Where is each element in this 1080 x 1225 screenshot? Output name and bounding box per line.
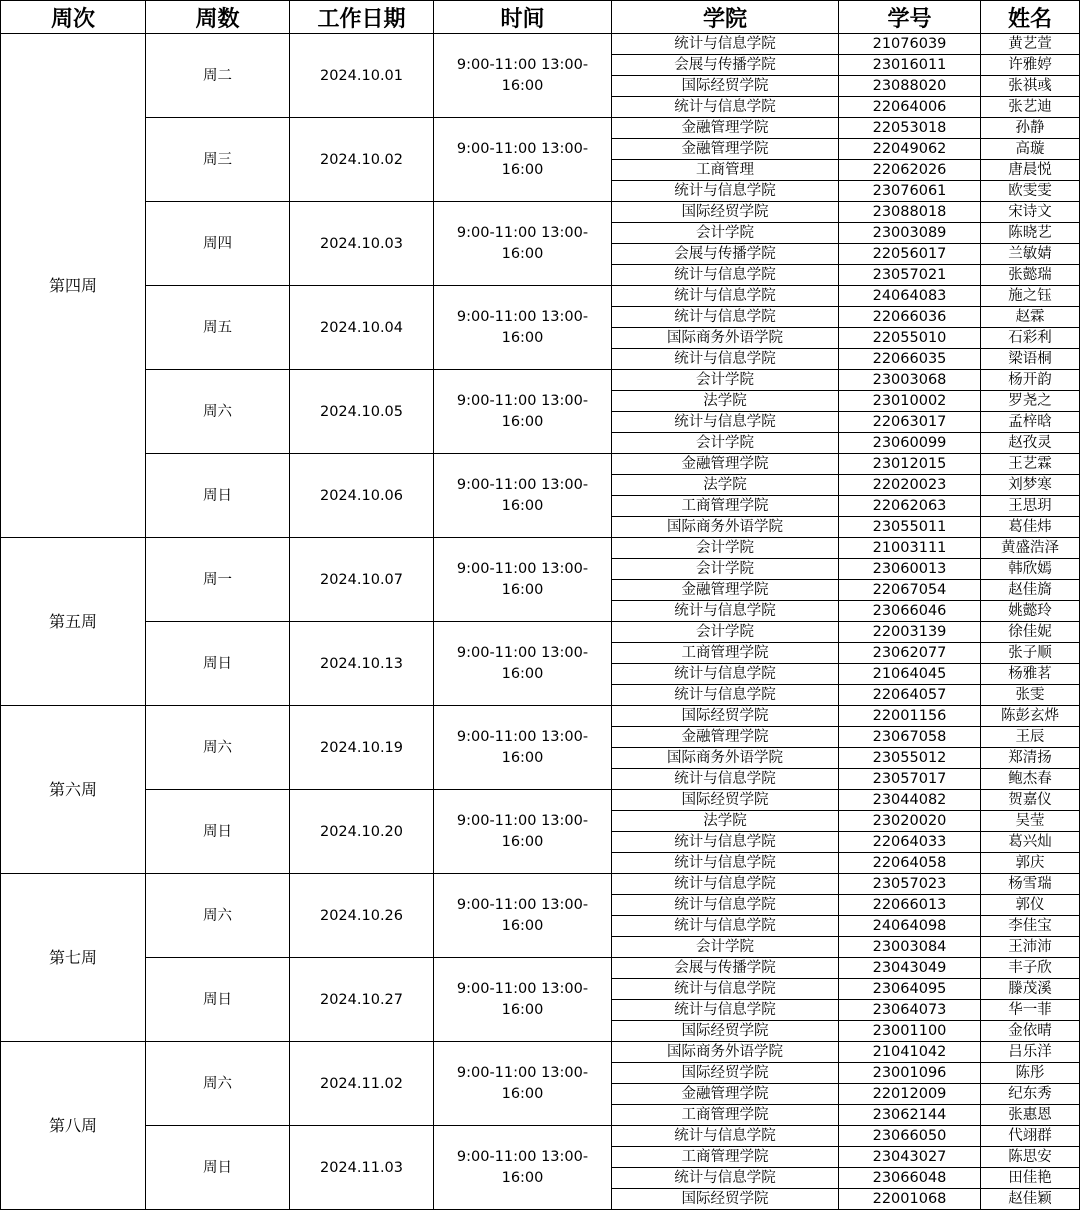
student-id-cell: 22055010 (839, 328, 981, 349)
table-row (1, 118, 1080, 139)
college-cell: 国际经贸学院 (612, 76, 839, 97)
student-name-cell: 张子顺 (981, 643, 1080, 664)
time-cell: 9:00-11:00 13:00-16:00 (434, 286, 612, 370)
date-cell: 2024.10.03 (290, 202, 434, 286)
college-cell: 国际商务外语学院 (612, 328, 839, 349)
student-id-cell: 23001096 (839, 1063, 981, 1084)
college-cell: 统计与信息学院 (612, 769, 839, 790)
student-id-cell: 22001068 (839, 1189, 981, 1210)
student-name-cell: 孙静 (981, 118, 1080, 139)
student-id-cell: 22064057 (839, 685, 981, 706)
student-id-cell: 22056017 (839, 244, 981, 265)
student-id-cell: 23076061 (839, 181, 981, 202)
table-row (1, 874, 1080, 895)
table-row (1, 286, 1080, 307)
table-header (1, 1, 1080, 34)
student-name-cell: 杨雪瑞 (981, 874, 1080, 895)
student-name-cell: 吴莹 (981, 811, 1080, 832)
student-name-cell: 赵佳颖 (981, 1189, 1080, 1210)
weekday-cell: 周六 (146, 874, 290, 958)
college-cell: 统计与信息学院 (612, 97, 839, 118)
student-id-cell: 21076039 (839, 34, 981, 55)
student-name-cell: 施之钰 (981, 286, 1080, 307)
table-row (1, 706, 1080, 727)
weekday-cell: 周日 (146, 454, 290, 538)
time-cell: 9:00-11:00 13:00-16:00 (434, 118, 612, 202)
college-cell: 国际经贸学院 (612, 1063, 839, 1084)
student-name-cell: 高璇 (981, 139, 1080, 160)
student-name-cell: 陈晓艺 (981, 223, 1080, 244)
date-cell: 2024.10.05 (290, 370, 434, 454)
student-id-cell: 23066046 (839, 601, 981, 622)
date-cell: 2024.11.02 (290, 1042, 434, 1126)
student-name-cell: 华一菲 (981, 1000, 1080, 1021)
student-name-cell: 田佳艳 (981, 1168, 1080, 1189)
college-cell: 会计学院 (612, 223, 839, 244)
student-id-cell: 23044082 (839, 790, 981, 811)
week-cell: 第六周 (1, 706, 146, 874)
student-name-cell: 杨开韵 (981, 370, 1080, 391)
student-name-cell: 李佳宝 (981, 916, 1080, 937)
date-cell: 2024.10.19 (290, 706, 434, 790)
student-id-cell: 23010002 (839, 391, 981, 412)
student-id-cell: 23060099 (839, 433, 981, 454)
time-cell: 9:00-11:00 13:00-16:00 (434, 874, 612, 958)
student-name-cell: 孟梓晗 (981, 412, 1080, 433)
date-cell: 2024.11.03 (290, 1126, 434, 1210)
weekday-cell: 周日 (146, 1126, 290, 1210)
student-name-cell: 杨雅茗 (981, 664, 1080, 685)
time-cell: 9:00-11:00 13:00-16:00 (434, 370, 612, 454)
student-name-cell: 张雯 (981, 685, 1080, 706)
student-id-cell: 23062144 (839, 1105, 981, 1126)
college-cell: 会展与传播学院 (612, 958, 839, 979)
table-body (1, 34, 1080, 1210)
student-id-cell: 23062077 (839, 643, 981, 664)
table-row (1, 370, 1080, 391)
student-name-cell: 罗尧之 (981, 391, 1080, 412)
table-row (1, 202, 1080, 223)
student-id-cell: 22062063 (839, 496, 981, 517)
college-cell: 统计与信息学院 (612, 286, 839, 307)
college-cell: 法学院 (612, 475, 839, 496)
date-cell: 2024.10.04 (290, 286, 434, 370)
student-name-cell: 葛兴灿 (981, 832, 1080, 853)
student-name-cell: 黄艺萱 (981, 34, 1080, 55)
college-cell: 统计与信息学院 (612, 685, 839, 706)
college-cell: 国际经贸学院 (612, 1021, 839, 1042)
college-cell: 会计学院 (612, 622, 839, 643)
student-name-cell: 张惠恩 (981, 1105, 1080, 1126)
table-row (1, 958, 1080, 979)
college-cell: 金融管理学院 (612, 1084, 839, 1105)
student-name-cell: 徐佳妮 (981, 622, 1080, 643)
college-cell: 会计学院 (612, 937, 839, 958)
student-name-cell: 陈彭玄烨 (981, 706, 1080, 727)
student-id-cell: 22064006 (839, 97, 981, 118)
student-name-cell: 代翊群 (981, 1126, 1080, 1147)
student-name-cell: 吕乐洋 (981, 1042, 1080, 1063)
student-id-cell: 23057023 (839, 874, 981, 895)
student-id-cell: 23003068 (839, 370, 981, 391)
student-id-cell: 21064045 (839, 664, 981, 685)
weekday-cell: 周日 (146, 958, 290, 1042)
college-cell: 统计与信息学院 (612, 1000, 839, 1021)
week-cell: 第八周 (1, 1042, 146, 1210)
student-name-cell: 石彩利 (981, 328, 1080, 349)
student-id-cell: 23066050 (839, 1126, 981, 1147)
weekday-cell: 周一 (146, 538, 290, 622)
student-id-cell: 22066036 (839, 307, 981, 328)
student-name-cell: 鲍杰春 (981, 769, 1080, 790)
date-cell: 2024.10.13 (290, 622, 434, 706)
student-name-cell: 张祺彧 (981, 76, 1080, 97)
header-student-id: 学号 (839, 1, 981, 34)
student-id-cell: 23016011 (839, 55, 981, 76)
week-cell: 第七周 (1, 874, 146, 1042)
college-cell: 法学院 (612, 391, 839, 412)
student-id-cell: 23060013 (839, 559, 981, 580)
student-id-cell: 23066048 (839, 1168, 981, 1189)
date-cell: 2024.10.20 (290, 790, 434, 874)
student-id-cell: 23057021 (839, 265, 981, 286)
college-cell: 统计与信息学院 (612, 181, 839, 202)
student-id-cell: 23057017 (839, 769, 981, 790)
student-name-cell: 王思玥 (981, 496, 1080, 517)
student-id-cell: 21003111 (839, 538, 981, 559)
college-cell: 统计与信息学院 (612, 664, 839, 685)
student-name-cell: 陈彤 (981, 1063, 1080, 1084)
college-cell: 会展与传播学院 (612, 55, 839, 76)
college-cell: 统计与信息学院 (612, 832, 839, 853)
student-id-cell: 23003089 (839, 223, 981, 244)
college-cell: 统计与信息学院 (612, 601, 839, 622)
college-cell: 法学院 (612, 811, 839, 832)
college-cell: 统计与信息学院 (612, 979, 839, 1000)
college-cell: 工商管理 (612, 160, 839, 181)
student-id-cell: 23001100 (839, 1021, 981, 1042)
student-name-cell: 郑清扬 (981, 748, 1080, 769)
student-name-cell: 兰敏婧 (981, 244, 1080, 265)
student-id-cell: 23020020 (839, 811, 981, 832)
student-name-cell: 郭庆 (981, 853, 1080, 874)
student-name-cell: 黄盛浩泽 (981, 538, 1080, 559)
student-name-cell: 陈思安 (981, 1147, 1080, 1168)
date-cell: 2024.10.06 (290, 454, 434, 538)
student-id-cell: 23043049 (839, 958, 981, 979)
table-row (1, 622, 1080, 643)
student-id-cell: 24064098 (839, 916, 981, 937)
college-cell: 统计与信息学院 (612, 349, 839, 370)
college-cell: 工商管理学院 (612, 643, 839, 664)
student-name-cell: 姚懿玲 (981, 601, 1080, 622)
student-name-cell: 王辰 (981, 727, 1080, 748)
student-id-cell: 23064095 (839, 979, 981, 1000)
header-week: 周次 (1, 1, 146, 34)
header-row (1, 1, 1080, 34)
college-cell: 统计与信息学院 (612, 853, 839, 874)
header-time: 时间 (434, 1, 612, 34)
college-cell: 工商管理学院 (612, 1147, 839, 1168)
college-cell: 会计学院 (612, 433, 839, 454)
student-id-cell: 22020023 (839, 475, 981, 496)
table-row (1, 1042, 1080, 1063)
student-name-cell: 纪东秀 (981, 1084, 1080, 1105)
student-name-cell: 张懿瑞 (981, 265, 1080, 286)
college-cell: 统计与信息学院 (612, 412, 839, 433)
student-name-cell: 丰子欣 (981, 958, 1080, 979)
student-name-cell: 张艺迪 (981, 97, 1080, 118)
student-id-cell: 22067054 (839, 580, 981, 601)
college-cell: 统计与信息学院 (612, 1168, 839, 1189)
weekday-cell: 周日 (146, 790, 290, 874)
time-cell: 9:00-11:00 13:00-16:00 (434, 706, 612, 790)
student-id-cell: 22003139 (839, 622, 981, 643)
student-id-cell: 22053018 (839, 118, 981, 139)
student-id-cell: 21041042 (839, 1042, 981, 1063)
week-cell: 第五周 (1, 538, 146, 706)
college-cell: 金融管理学院 (612, 580, 839, 601)
student-id-cell: 24064083 (839, 286, 981, 307)
student-name-cell: 金依晴 (981, 1021, 1080, 1042)
student-id-cell: 22064058 (839, 853, 981, 874)
weekday-cell: 周四 (146, 202, 290, 286)
table-row (1, 790, 1080, 811)
student-id-cell: 23064073 (839, 1000, 981, 1021)
student-id-cell: 23067058 (839, 727, 981, 748)
header-college: 学院 (612, 1, 839, 34)
student-id-cell: 23055011 (839, 517, 981, 538)
weekday-cell: 周日 (146, 622, 290, 706)
student-name-cell: 宋诗文 (981, 202, 1080, 223)
college-cell: 国际商务外语学院 (612, 1042, 839, 1063)
college-cell: 统计与信息学院 (612, 895, 839, 916)
date-cell: 2024.10.01 (290, 34, 434, 118)
college-cell: 统计与信息学院 (612, 1126, 839, 1147)
date-cell: 2024.10.02 (290, 118, 434, 202)
college-cell: 国际商务外语学院 (612, 748, 839, 769)
student-id-cell: 22062026 (839, 160, 981, 181)
student-id-cell: 23088018 (839, 202, 981, 223)
student-name-cell: 滕茂溪 (981, 979, 1080, 1000)
student-id-cell: 22049062 (839, 139, 981, 160)
college-cell: 工商管理学院 (612, 496, 839, 517)
student-id-cell: 22063017 (839, 412, 981, 433)
date-cell: 2024.10.07 (290, 538, 434, 622)
weekday-cell: 周六 (146, 370, 290, 454)
college-cell: 统计与信息学院 (612, 874, 839, 895)
student-name-cell: 刘梦寒 (981, 475, 1080, 496)
date-cell: 2024.10.27 (290, 958, 434, 1042)
college-cell: 统计与信息学院 (612, 34, 839, 55)
student-name-cell: 赵孜灵 (981, 433, 1080, 454)
time-cell: 9:00-11:00 13:00-16:00 (434, 622, 612, 706)
student-name-cell: 葛佳炜 (981, 517, 1080, 538)
student-name-cell: 许雅婷 (981, 55, 1080, 76)
student-id-cell: 23003084 (839, 937, 981, 958)
header-weekday: 周数 (146, 1, 290, 34)
header-name: 姓名 (981, 1, 1080, 34)
student-id-cell: 22012009 (839, 1084, 981, 1105)
table-row (1, 34, 1080, 55)
student-name-cell: 王艺霖 (981, 454, 1080, 475)
college-cell: 国际商务外语学院 (612, 517, 839, 538)
college-cell: 会计学院 (612, 559, 839, 580)
college-cell: 国际经贸学院 (612, 1189, 839, 1210)
college-cell: 金融管理学院 (612, 139, 839, 160)
student-name-cell: 欧雯雯 (981, 181, 1080, 202)
time-cell: 9:00-11:00 13:00-16:00 (434, 454, 612, 538)
weekday-cell: 周六 (146, 706, 290, 790)
student-name-cell: 郭仪 (981, 895, 1080, 916)
weekday-cell: 周二 (146, 34, 290, 118)
college-cell: 工商管理学院 (612, 1105, 839, 1126)
college-cell: 统计与信息学院 (612, 916, 839, 937)
time-cell: 9:00-11:00 13:00-16:00 (434, 1126, 612, 1210)
time-cell: 9:00-11:00 13:00-16:00 (434, 34, 612, 118)
student-name-cell: 韩欣嫣 (981, 559, 1080, 580)
student-id-cell: 23088020 (839, 76, 981, 97)
college-cell: 金融管理学院 (612, 118, 839, 139)
student-id-cell: 23012015 (839, 454, 981, 475)
time-cell: 9:00-11:00 13:00-16:00 (434, 202, 612, 286)
college-cell: 会计学院 (612, 370, 839, 391)
college-cell: 会计学院 (612, 538, 839, 559)
time-cell: 9:00-11:00 13:00-16:00 (434, 790, 612, 874)
student-id-cell: 22066035 (839, 349, 981, 370)
college-cell: 会展与传播学院 (612, 244, 839, 265)
time-cell: 9:00-11:00 13:00-16:00 (434, 1042, 612, 1126)
table-row (1, 1126, 1080, 1147)
college-cell: 统计与信息学院 (612, 265, 839, 286)
college-cell: 国际经贸学院 (612, 790, 839, 811)
student-name-cell: 王沛沛 (981, 937, 1080, 958)
student-id-cell: 23055012 (839, 748, 981, 769)
student-id-cell: 22064033 (839, 832, 981, 853)
college-cell: 金融管理学院 (612, 727, 839, 748)
table-row (1, 538, 1080, 559)
student-name-cell: 梁语桐 (981, 349, 1080, 370)
date-cell: 2024.10.26 (290, 874, 434, 958)
student-id-cell: 23043027 (839, 1147, 981, 1168)
student-id-cell: 22001156 (839, 706, 981, 727)
weekday-cell: 周三 (146, 118, 290, 202)
student-name-cell: 唐晨悦 (981, 160, 1080, 181)
weekday-cell: 周六 (146, 1042, 290, 1126)
student-name-cell: 赵霖 (981, 307, 1080, 328)
student-name-cell: 赵佳旖 (981, 580, 1080, 601)
week-cell: 第四周 (1, 34, 146, 538)
college-cell: 统计与信息学院 (612, 307, 839, 328)
table-row (1, 454, 1080, 475)
student-name-cell: 贺嘉仪 (981, 790, 1080, 811)
header-date: 工作日期 (290, 1, 434, 34)
weekday-cell: 周五 (146, 286, 290, 370)
college-cell: 国际经贸学院 (612, 202, 839, 223)
college-cell: 金融管理学院 (612, 454, 839, 475)
time-cell: 9:00-11:00 13:00-16:00 (434, 538, 612, 622)
college-cell: 国际经贸学院 (612, 706, 839, 727)
time-cell: 9:00-11:00 13:00-16:00 (434, 958, 612, 1042)
student-id-cell: 22066013 (839, 895, 981, 916)
